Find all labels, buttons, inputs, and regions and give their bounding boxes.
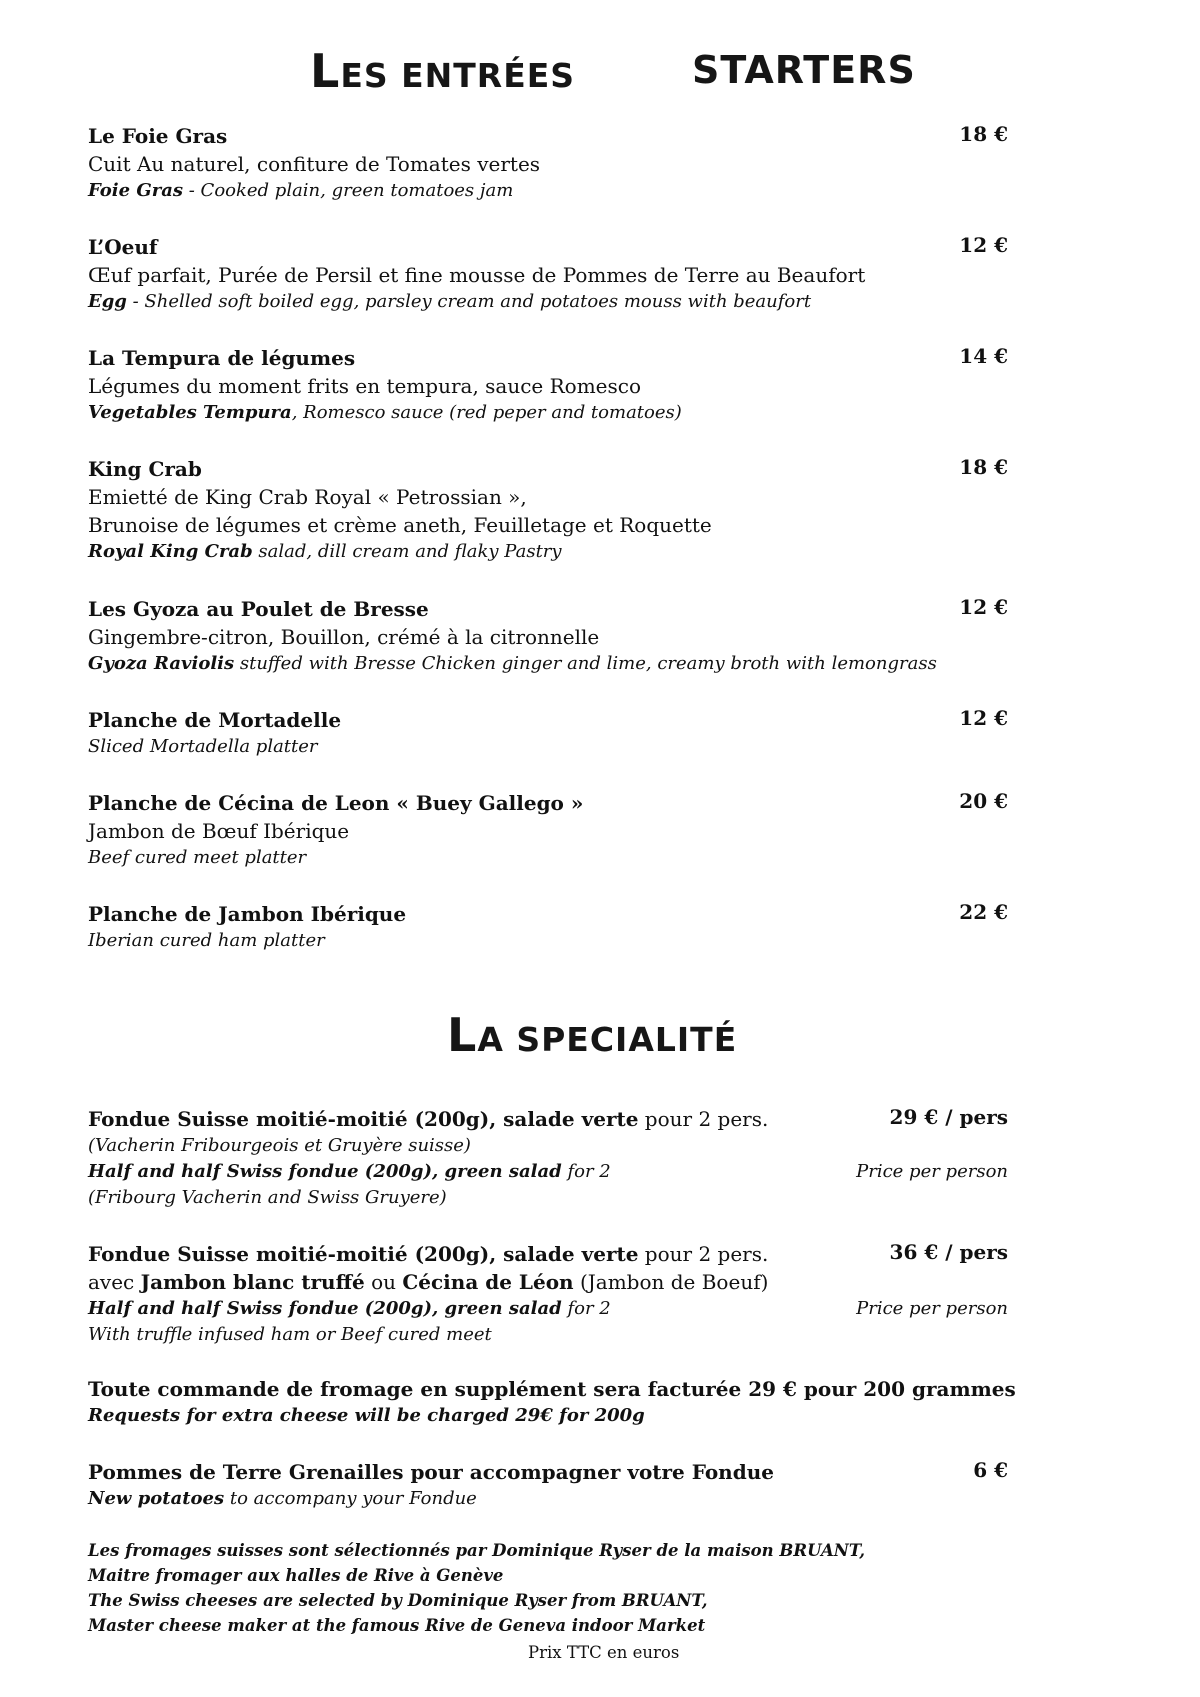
dish-price: 29 € / pers bbox=[889, 1105, 1008, 1129]
dish-description-en: Gyoza Raviolis stuffed with Bresse Chicken ginger and lime, creamy broth with lemongrass bbox=[88, 653, 937, 674]
dish-description-fr: Œuf parfait, Purée de Persil et fine mousse de Pommes de Terre au Beaufort bbox=[88, 263, 866, 287]
dish-name: L’Oeuf bbox=[88, 235, 158, 259]
menu-item-mortadelle bbox=[88, 706, 1008, 760]
extra-cheese-note bbox=[88, 1375, 1016, 1429]
dish-description-en: Foie Gras - Cooked plain, green tomatoes jam bbox=[88, 180, 514, 201]
dish-name: Planche de Mortadelle bbox=[88, 708, 342, 732]
dish-price: 36 € / pers bbox=[889, 1240, 1008, 1264]
section-title-specialite: LA SPECIALITÉ bbox=[447, 1008, 738, 1062]
dish-description-fr: Gingembre-citron, Bouillon, crémé à la citronnelle bbox=[88, 625, 600, 649]
dish-description-en: Half and half Swiss fondue (200g), green salad for 2 Price per person bbox=[88, 1296, 1008, 1322]
dish-name: Les Gyoza au Poulet de Bresse bbox=[88, 597, 429, 621]
footnote-line: Les fromages suisses sont sélectionnés par Dominique Ryser de la maison BRUANT, bbox=[88, 1541, 866, 1560]
dish-price: 12 € bbox=[959, 706, 1008, 730]
footnote-line: Master cheese maker at the famous Rive de Geneva indoor Market bbox=[88, 1616, 706, 1635]
price-per-person-note: Price per person bbox=[856, 1161, 1008, 1182]
dish-cheeses-fr: (Vacherin Fribourgeois et Gruyère suisse) bbox=[88, 1135, 471, 1156]
dish-cheeses-en: (Fribourg Vacherin and Swiss Gruyere) bbox=[88, 1187, 447, 1208]
menu-item-king-crab bbox=[88, 455, 1008, 565]
dish-description-en: Vegetables Tempura, Romesco sauce (red peper and tomatoes) bbox=[88, 402, 682, 423]
menu-item-oeuf bbox=[88, 233, 1008, 315]
menu-item-jambon-iberique bbox=[88, 900, 1008, 954]
dish-name: Planche de Jambon Ibérique bbox=[88, 902, 407, 926]
dish-price: 6 € bbox=[973, 1458, 1008, 1482]
dish-price: 12 € bbox=[959, 595, 1008, 619]
dish-name: Planche de Cécina de Leon « Buey Gallego » bbox=[88, 791, 584, 815]
dish-description-en: Royal King Crab salad, dill cream and flaky Pastry bbox=[88, 541, 562, 562]
dish-name: Le Foie Gras bbox=[88, 124, 228, 148]
dish-price: 18 € bbox=[959, 455, 1008, 479]
dish-price: 18 € bbox=[959, 122, 1008, 146]
footnote-line: The Swiss cheeses are selected by Dominique Ryser from BRUANT, bbox=[88, 1591, 708, 1610]
dish-description-en: Iberian cured ham platter bbox=[88, 930, 325, 951]
extra-cheese-fr: Toute commande de fromage en supplément sera facturée 29 € pour 200 grammes bbox=[88, 1377, 1016, 1401]
dish-price: 14 € bbox=[959, 344, 1008, 368]
dish-description-en: Beef cured meet platter bbox=[88, 847, 307, 868]
menu-item-foie-gras bbox=[88, 122, 1008, 204]
menu-item-potatoes bbox=[88, 1458, 1008, 1512]
dish-description-fr-2: Brunoise de légumes et crème aneth, Feuilletage et Roquette bbox=[88, 513, 712, 537]
dish-name: Fondue Suisse moitié-moitié (200g), salade verte pour 2 pers. bbox=[88, 1107, 769, 1131]
section-title-starters: STARTERS bbox=[692, 48, 916, 92]
dish-options-fr: avec Jambon blanc truffé ou Cécina de Léon (Jambon de Boeuf) bbox=[88, 1270, 769, 1294]
dish-description-en: New potatoes to accompany your Fondue bbox=[88, 1488, 477, 1509]
dish-name: La Tempura de légumes bbox=[88, 346, 356, 370]
menu-item-fondue-1 bbox=[88, 1105, 1008, 1211]
dish-name: Fondue Suisse moitié-moitié (200g), salade verte pour 2 pers. bbox=[88, 1242, 769, 1266]
menu-item-fondue-2 bbox=[88, 1240, 1008, 1348]
dish-name: King Crab bbox=[88, 457, 202, 481]
footnote-line: Maitre fromager aux halles de Rive à Genève bbox=[88, 1566, 504, 1585]
dish-description-fr: Jambon de Bœuf Ibérique bbox=[88, 819, 350, 843]
price-disclaimer: Prix TTC en euros bbox=[528, 1643, 680, 1662]
cheese-supplier-note bbox=[88, 1538, 866, 1638]
price-per-person-note: Price per person bbox=[856, 1298, 1008, 1319]
menu-item-cecina bbox=[88, 789, 1008, 871]
dish-description-en: Half and half Swiss fondue (200g), green salad for 2 Price per person bbox=[88, 1159, 1008, 1185]
menu-item-gyoza bbox=[88, 595, 1008, 677]
dish-name: Pommes de Terre Grenailles pour accompagner votre Fondue bbox=[88, 1460, 774, 1484]
menu-item-tempura bbox=[88, 344, 1008, 426]
dish-description-en: Sliced Mortadella platter bbox=[88, 736, 318, 757]
dish-description-fr: Emietté de King Crab Royal « Petrossian », bbox=[88, 485, 527, 509]
section-title-entrees: LES ENTRÉES bbox=[310, 44, 576, 98]
dish-price: 22 € bbox=[959, 900, 1008, 924]
extra-cheese-en: Requests for extra cheese will be charged 29€ for 200g bbox=[88, 1405, 645, 1426]
dish-options-en: With truffle infused ham or Beef cured meet bbox=[88, 1324, 492, 1345]
dish-price: 12 € bbox=[959, 233, 1008, 257]
dish-description-en: Egg - Shelled soft boiled egg, parsley cream and potatoes mouss with beaufort bbox=[88, 291, 812, 312]
dish-description-fr: Légumes du moment frits en tempura, sauce Romesco bbox=[88, 374, 642, 398]
dish-description-fr: Cuit Au naturel, confiture de Tomates vertes bbox=[88, 152, 541, 176]
dish-price: 20 € bbox=[959, 789, 1008, 813]
